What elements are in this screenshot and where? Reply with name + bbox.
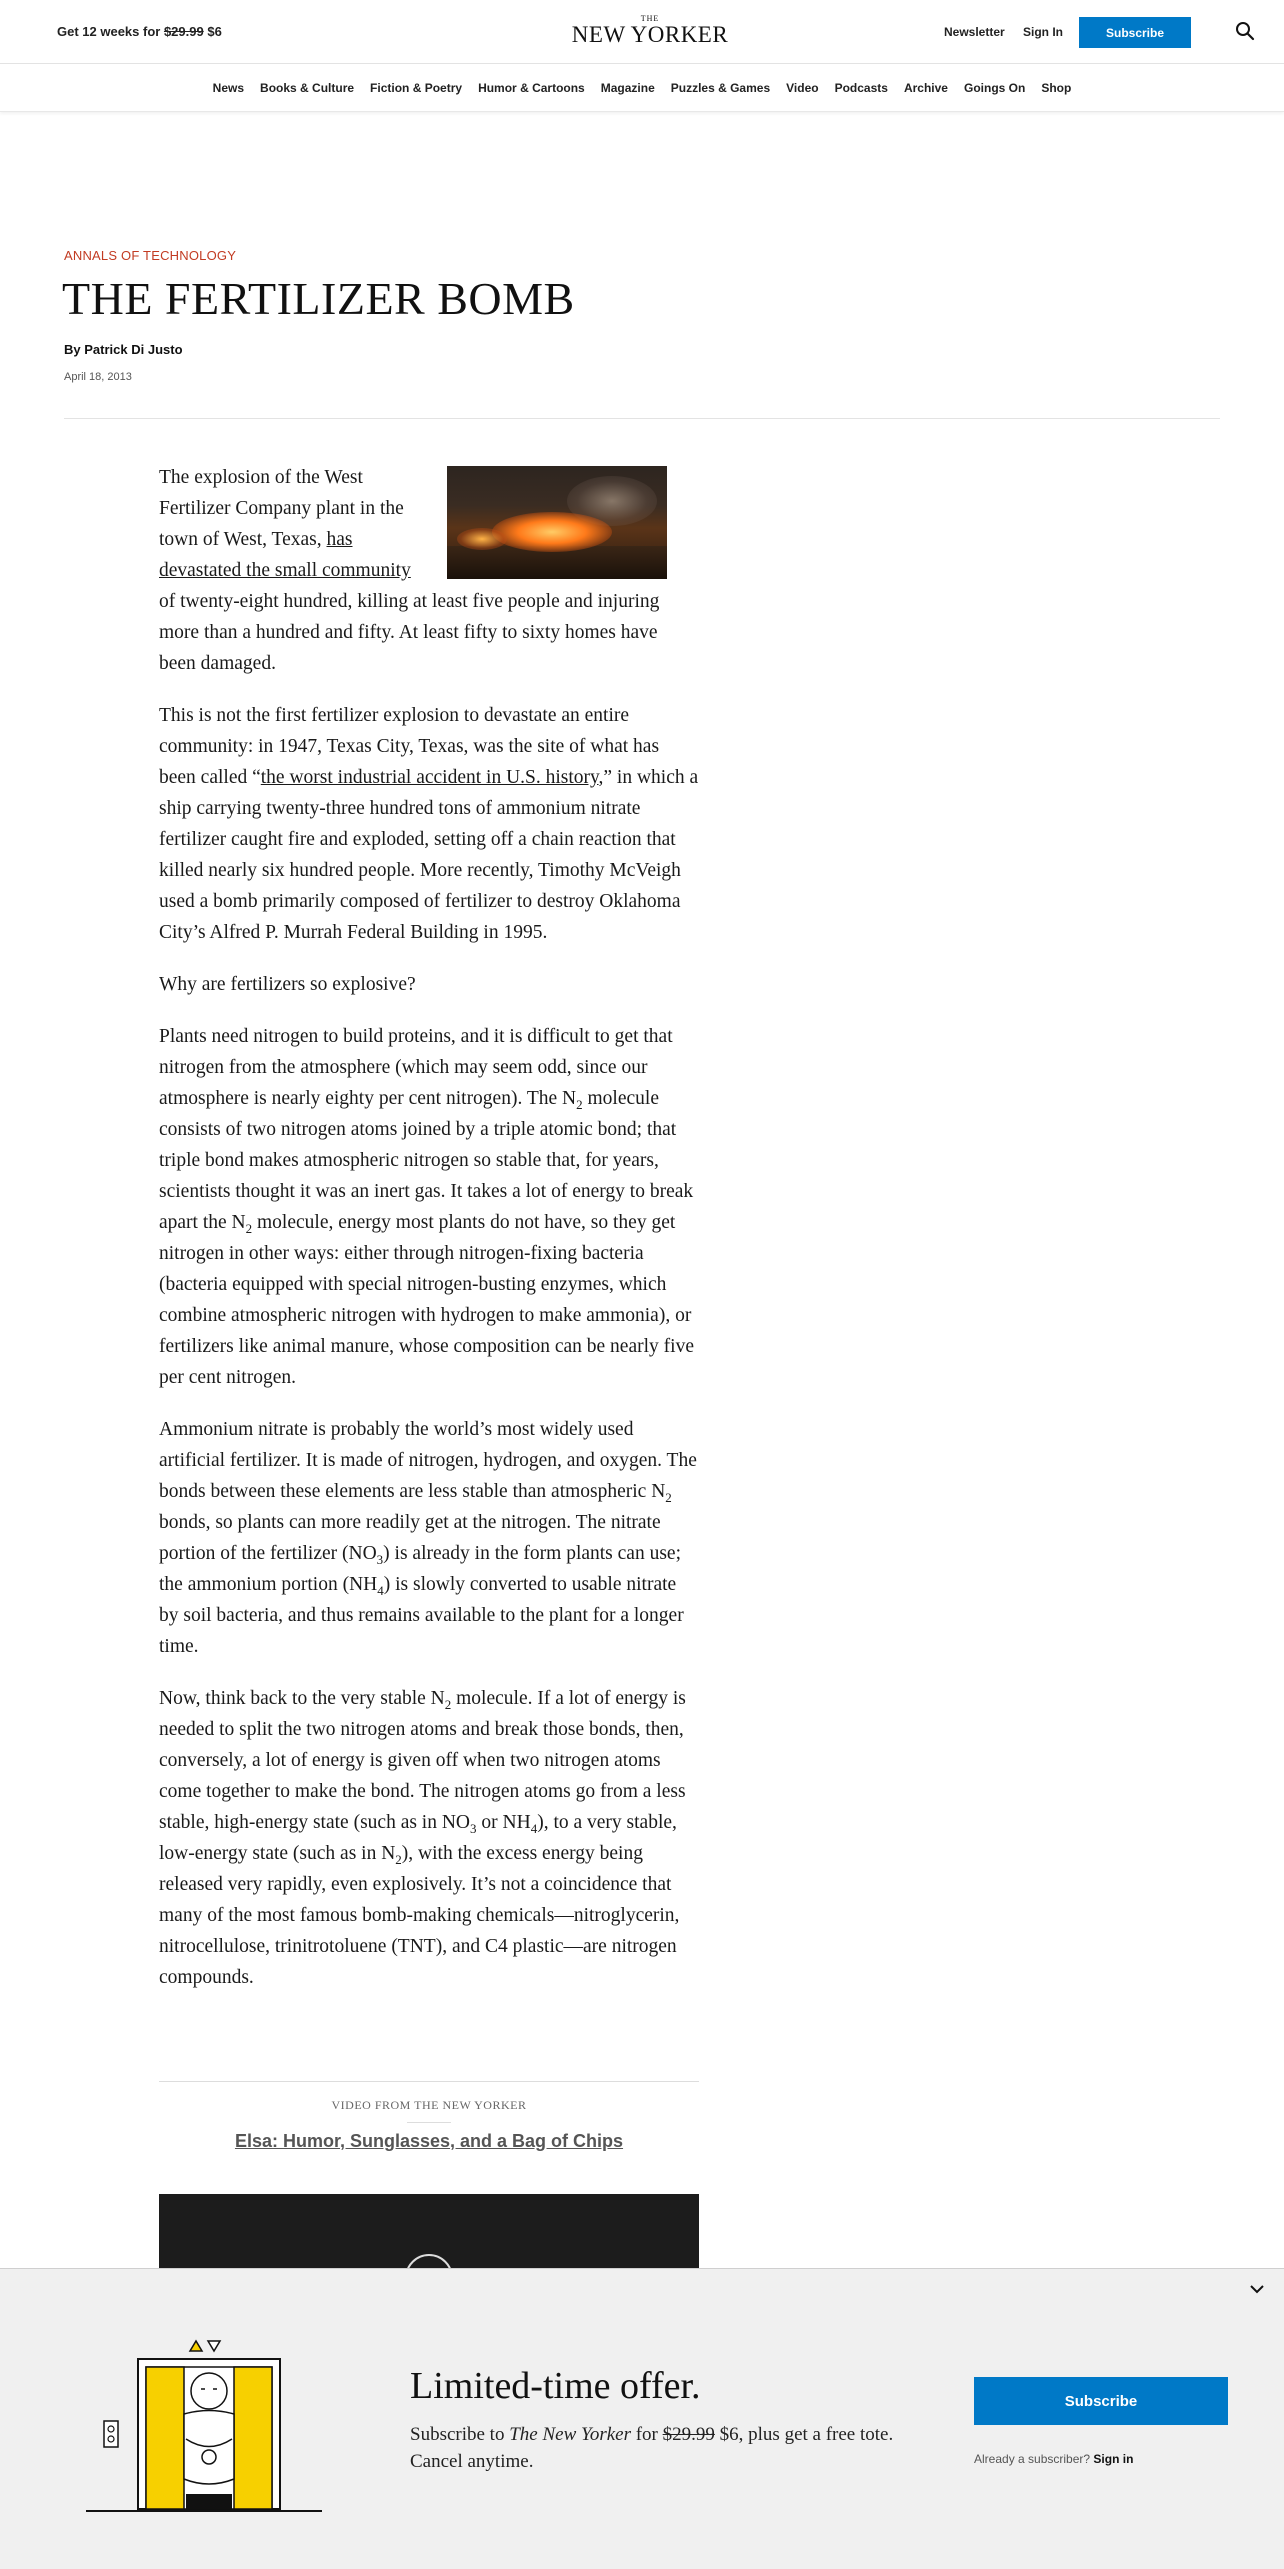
video-title-link[interactable]: Elsa: Humor, Sunglasses, and a Bag of Chips <box>234 2131 624 2151</box>
paywall-subscribe-button[interactable]: Subscribe <box>974 2377 1228 2425</box>
publish-date: April 18, 2013 <box>64 371 132 383</box>
video-label: VIDEO FROM THE NEW YORKER <box>331 2098 527 2112</box>
nav-item-video[interactable]: Video <box>786 80 819 95</box>
brand-name: The New Yorker <box>509 2424 631 2445</box>
byline-prefix: By <box>64 342 81 357</box>
paywall-banner <box>0 2268 1284 2569</box>
main-nav <box>0 64 1284 112</box>
paragraph-6: Now, think back to the very stable $N_2$ molecule. If a lot of energy is needed to split the two nitrogen atoms and break those bonds, then, conversely, a lot of energy is given off when two nitrogen atoms come together to make the bond. The nitrogen atoms go from a less stable, high-energy state (such as in $NO_3$ or $NH_4$), to a very stable, low-energy state (such as in $N_2$), with the excess energy being released very rapidly, even explosively. It’s not a coincidence that many of the most famous bomb-making chemicals—nitroglycerin, nitrocellulose, trinitrotoluene (TNT), and C4 plastic—are nitrogen compounds. <box>159 1688 686 1988</box>
promo-old-price: $29.99 <box>163 24 204 39</box>
newsletter-link[interactable]: Newsletter <box>944 25 1005 39</box>
article-headline: THE FERTILIZER BOMB <box>62 273 575 324</box>
already-subscriber: Already a subscriber? Sign in <box>974 2452 1134 2466</box>
nav-item-news[interactable]: News <box>212 80 245 95</box>
nav-item-shop[interactable]: Shop <box>1041 80 1072 95</box>
nav-item-puzzles-games[interactable]: Puzzles & Games <box>670 80 771 95</box>
devastated-link[interactable]: has devastated the small community <box>159 529 411 581</box>
nav-item-goings-on[interactable]: Goings On <box>963 80 1026 95</box>
author-link[interactable]: Patrick Di Justo <box>84 342 183 357</box>
paywall-sign-in-link[interactable]: Sign in <box>1093 2452 1134 2466</box>
header-divider <box>64 418 1220 419</box>
paragraph-5: Ammonium nitrate is probably the world’s most widely used artificial fertilizer. It is made of nitrogen, hydrogen, and oxygen. The bonds between these elements are less stable than atmospheric $N_2$ bonds, so plants can more readily get at the nitrogen. The nitrate portion of the fertilizer $(NO_3)$ is already in the form plants can use; the ammonium portion $(NH_4)$ is slowly converted to usable nitrate by soil bacteria, and thus remains available to the plant for a longer time. <box>159 1419 697 1657</box>
lead-image-explosion[interactable] <box>447 466 667 579</box>
paragraph-4: Plants need nitrogen to build proteins, and it is difficult to get that nitrogen from the atmosphere (which may seem odd, since our atmosphere is nearly eighty per cent nitrogen). The $N_2$ molecule consists of two nitrogen atoms joined by a triple atomic bond; that triple bond makes atmospheric nitrogen so stable that, for years, scientists thought it was an inert gas. It takes a lot of energy to break apart the $N_2$ molecule, energy most plants do not have, so they get nitrogen in other ways: either through nitrogen-fixing bacteria (bacteria equipped with special nitrogen-busting enzymes, which combine atmospheric nitrogen with hydrogen to make ammonia), or fertilizers like animal manure, whose composition can be nearly five per cent nitrogen. <box>159 1026 694 1388</box>
paywall-title: Limited-time offer. <box>410 2365 701 2407</box>
subscribe-button[interactable]: Subscribe <box>1079 17 1191 48</box>
paragraph-2: This is not the first fertilizer explosion to devastate an entire community: in 1947, Texas City, Texas, was the site of what has been called “the worst industrial accident in U.S. history,” in which a ship carrying twenty-three hundred tons of ammonium nitrate fertilizer caught fire and exploded, setting off a chain reaction that killed nearly six hundred people. More recently, Timothy McVeigh used a bomb primarily composed of fertilizer to destroy Oklahoma City’s Alfred P. Murrah Federal Building in 1995. <box>159 705 699 943</box>
paywall-copy: Subscribe to The New Yorker for $29.99 $6, plus get a free tote. Cancel anytime. <box>410 2424 894 2472</box>
article-body <box>159 462 699 2014</box>
promo-offer[interactable] <box>57 24 222 39</box>
logo-the: THE <box>640 14 660 23</box>
site-logo[interactable] <box>560 14 740 47</box>
chevron-down-icon[interactable] <box>1247 2279 1267 2299</box>
nav-item-fiction-poetry[interactable]: Fiction & Poetry <box>370 80 463 95</box>
video-player[interactable] <box>159 2194 699 2274</box>
paywall-old-price: $29.99 <box>662 2424 715 2445</box>
video-module <box>159 2081 699 2152</box>
paragraph-3: Why are fertilizers so explosive? <box>159 974 416 995</box>
article-rubric[interactable]: ANNALS OF TECHNOLOGY <box>64 248 237 263</box>
search-icon[interactable] <box>1234 20 1256 42</box>
tote-illustration <box>86 2329 326 2529</box>
video-divider <box>407 2122 451 2123</box>
nav-item-magazine[interactable]: Magazine <box>600 80 655 95</box>
promo-new-price: $6 <box>207 24 222 39</box>
top-bar <box>0 0 1284 64</box>
nav-item-books-culture[interactable]: Books & Culture <box>260 80 355 95</box>
byline <box>64 342 183 357</box>
nav-item-humor-cartoons[interactable]: Humor & Cartoons <box>478 80 585 95</box>
nav-item-archive[interactable]: Archive <box>903 80 948 95</box>
worst-accident-link[interactable]: the worst industrial accident in U.S. history <box>260 767 599 788</box>
sign-in-link[interactable]: Sign In <box>1023 25 1063 39</box>
nav-item-podcasts[interactable]: Podcasts <box>834 80 888 95</box>
promo-prefix: Get 12 weeks for <box>57 24 161 39</box>
paragraph-1: The explosion of the West Fertilizer Company plant in the town of West, Texas, has devastated the small community of twenty-eight hundred, killing at least five people and injuring more than a hundred and fifty. At least fifty to sixty homes have been damaged. <box>159 462 699 679</box>
logo-name: NEW YORKER <box>571 22 729 47</box>
